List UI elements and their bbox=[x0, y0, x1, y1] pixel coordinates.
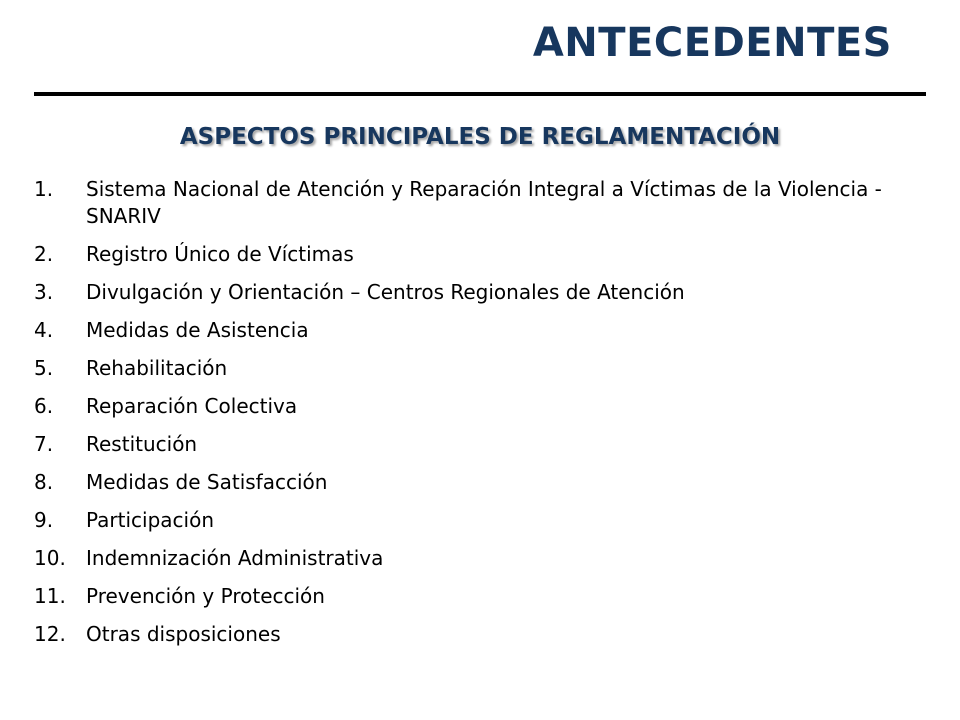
title-divider bbox=[34, 92, 926, 96]
list-item bbox=[34, 176, 914, 230]
list-item-text: Rehabilitación bbox=[86, 356, 228, 380]
list-item-text: Registro Único de Víctimas bbox=[86, 242, 354, 266]
list-item-number: 10. bbox=[34, 546, 66, 570]
list-item-number: 6. bbox=[34, 394, 54, 418]
list-item-number: 5. bbox=[34, 356, 54, 380]
regulation-aspects-list bbox=[34, 176, 914, 659]
list-item-text: Indemnización Administrativa bbox=[86, 546, 384, 570]
list-item bbox=[34, 583, 914, 610]
list-item bbox=[34, 241, 914, 268]
list-item-number: 7. bbox=[34, 432, 54, 456]
list-item bbox=[34, 317, 914, 344]
list-item-number: 9. bbox=[34, 508, 54, 532]
list-item bbox=[34, 545, 914, 572]
list-item-number: 2. bbox=[34, 242, 54, 266]
list-item-number: 12. bbox=[34, 622, 66, 646]
list-item-text: Prevención y Protección bbox=[86, 584, 325, 608]
list-item-number: 3. bbox=[34, 280, 54, 304]
list-item-number: 4. bbox=[34, 318, 54, 342]
list-item bbox=[34, 393, 914, 420]
list-item bbox=[34, 431, 914, 458]
list-item-text: Otras disposiciones bbox=[86, 622, 281, 646]
list-item-text: Medidas de Asistencia bbox=[86, 318, 309, 342]
list-item-text: Reparación Colectiva bbox=[86, 394, 298, 418]
list-item bbox=[34, 469, 914, 496]
list-item bbox=[34, 621, 914, 648]
list-item-number: 11. bbox=[34, 584, 66, 608]
list-item-text: Medidas de Satisfacción bbox=[86, 470, 328, 494]
slide-subtitle: ASPECTOS PRINCIPALES DE REGLAMENTACIÓN bbox=[179, 124, 781, 150]
list-item-text: Divulgación y Orientación – Centros Regionales de Atención bbox=[86, 280, 685, 304]
slide-title: ANTECEDENTES bbox=[532, 20, 892, 66]
list-item-text: Restitución bbox=[86, 432, 198, 456]
list-item bbox=[34, 507, 914, 534]
list-item-number: 8. bbox=[34, 470, 54, 494]
list-item-text: Sistema Nacional de Atención y Reparación Integral a Víctimas de la Violencia - SNARIV bbox=[86, 177, 882, 228]
list-item-number: 1. bbox=[34, 177, 54, 201]
list-item bbox=[34, 279, 914, 306]
list-item-text: Participación bbox=[86, 508, 215, 532]
list-item bbox=[34, 355, 914, 382]
